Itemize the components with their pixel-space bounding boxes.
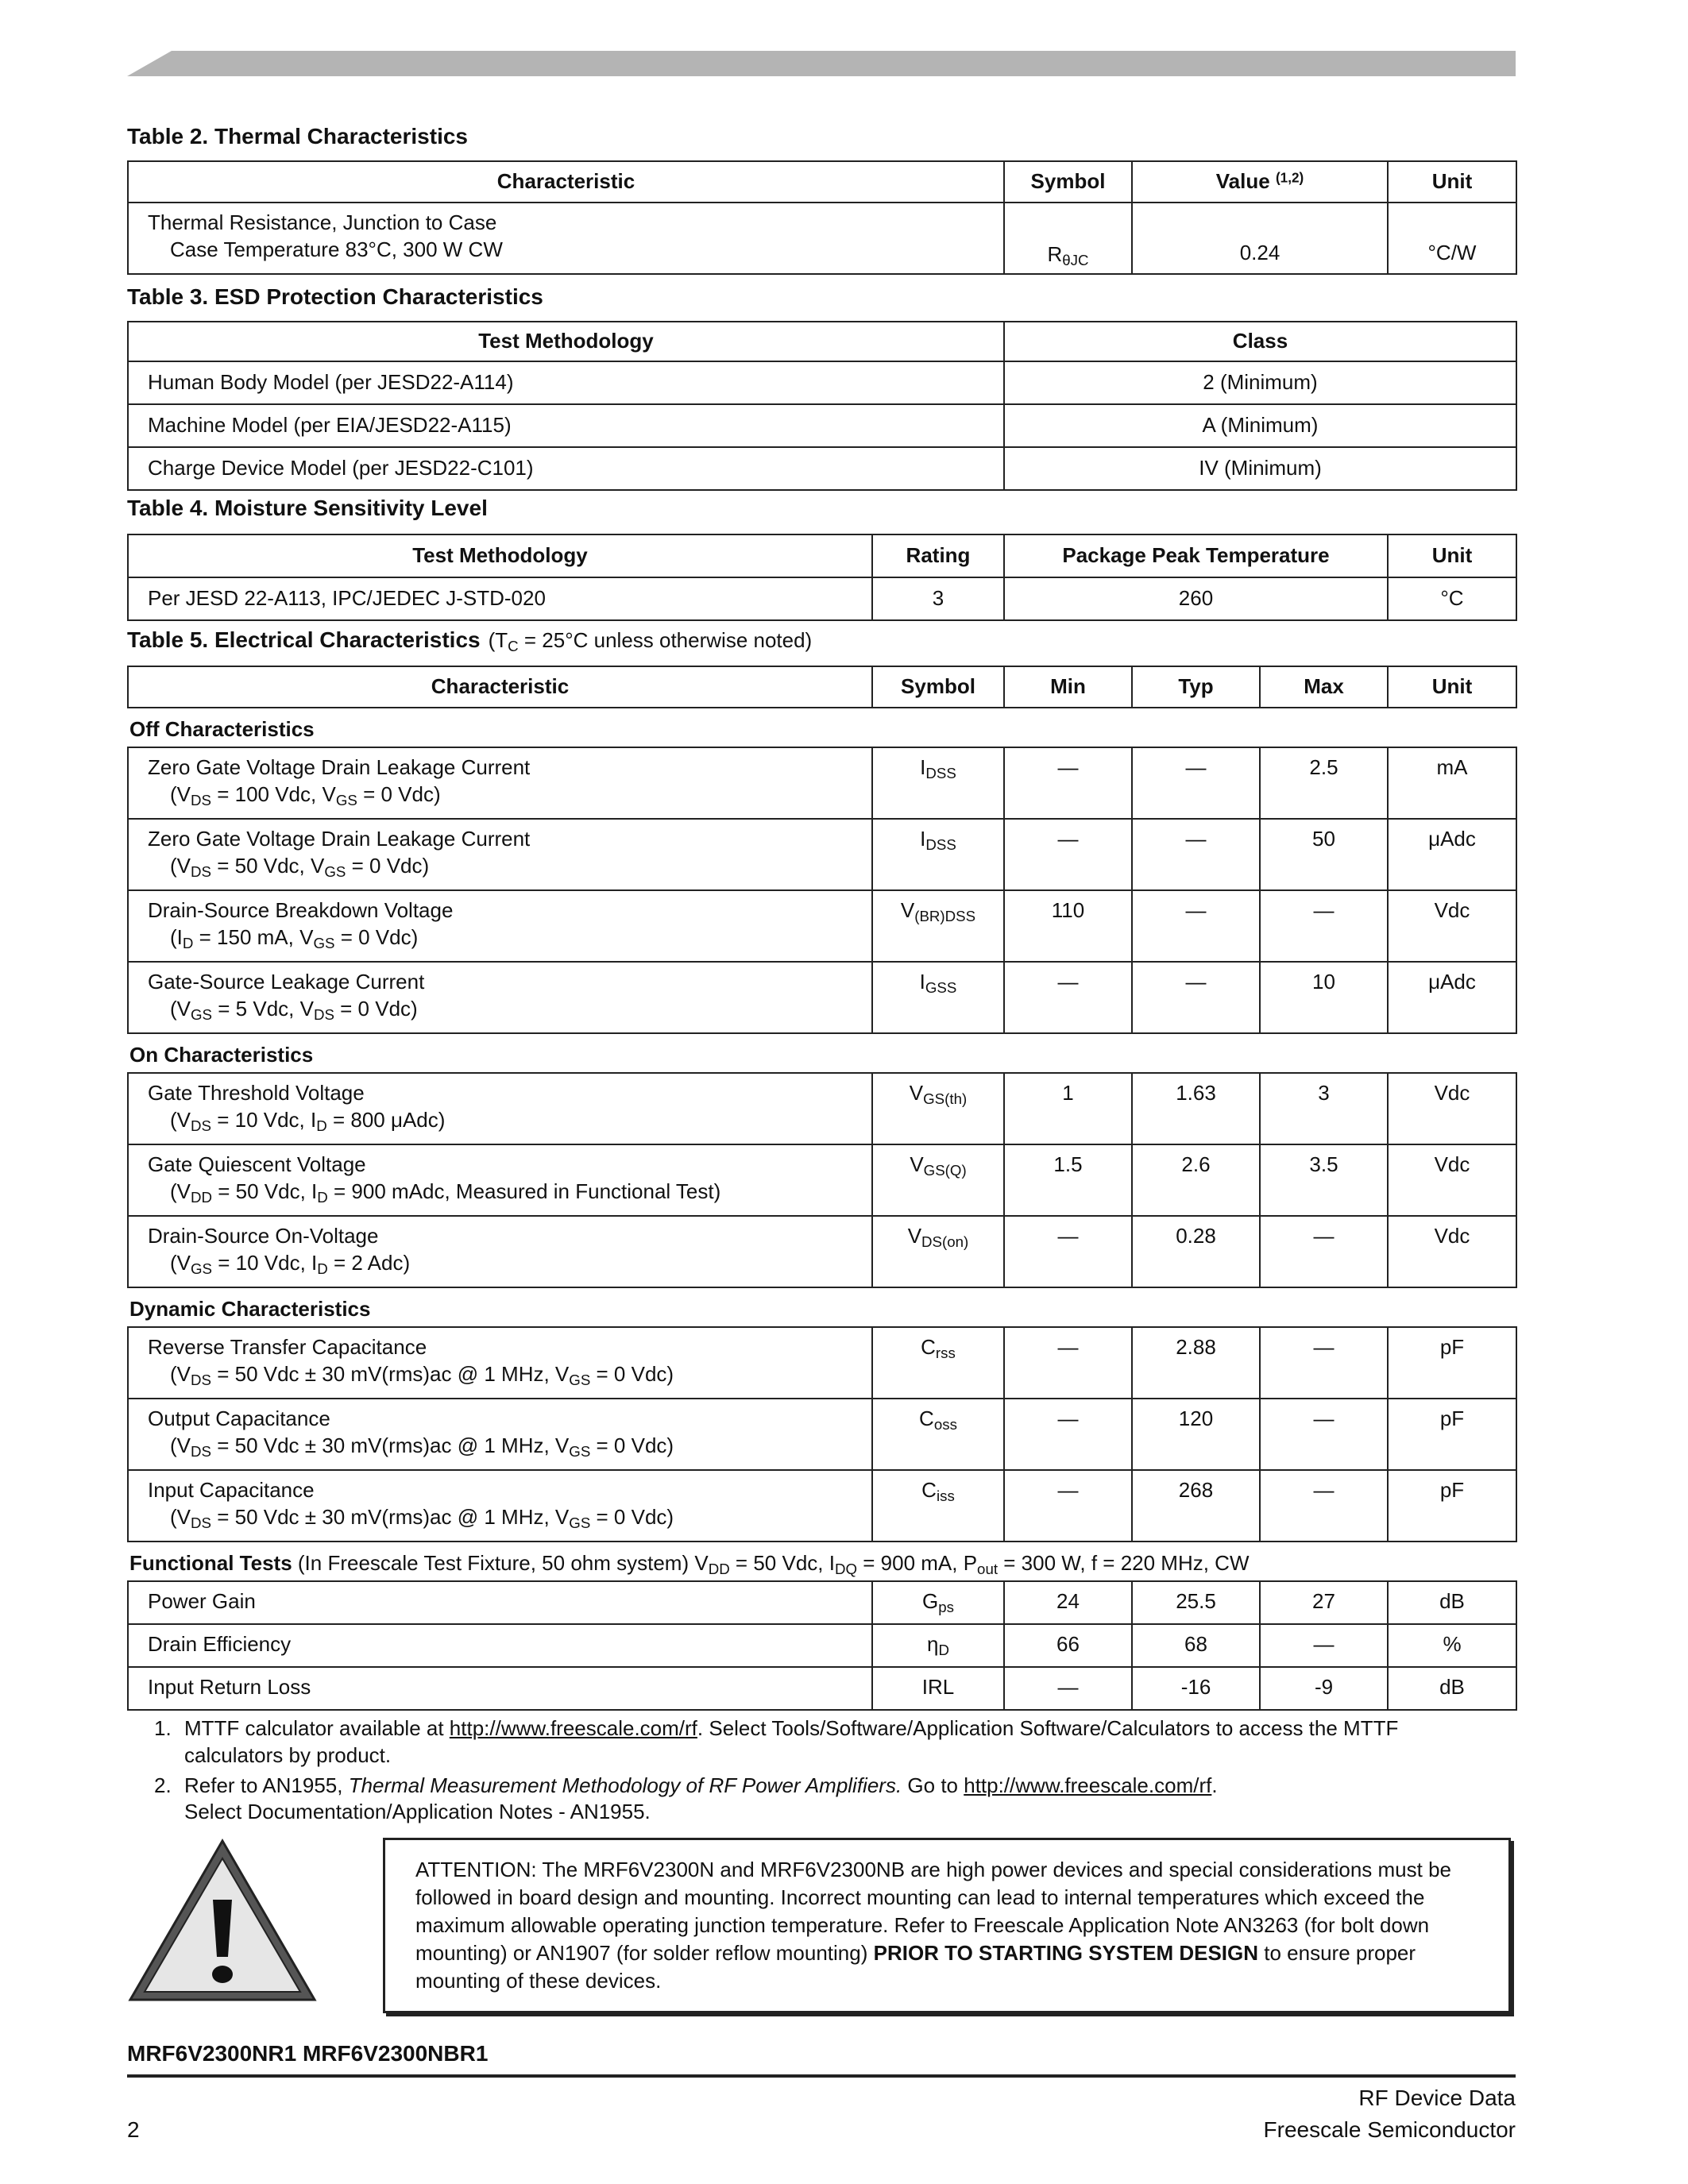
table2-row bbox=[128, 203, 1516, 274]
table5-header-symbol: Symbol bbox=[872, 666, 1004, 708]
footnotes bbox=[127, 1715, 1516, 1829]
table3-header-method: Test Methodology bbox=[128, 322, 1004, 361]
header-bar bbox=[127, 51, 1516, 76]
table4-header-rating: Rating bbox=[872, 534, 1004, 577]
table3-title: Table 3. ESD Protection Characteristics bbox=[127, 284, 543, 309]
table5-header-typ: Typ bbox=[1132, 666, 1260, 708]
footer-company: Freescale Semiconductor bbox=[1263, 2117, 1516, 2142]
header-bar-graphic bbox=[127, 51, 1516, 76]
attention-box: ATTENTION: The MRF6V2300N and MRF6V2300NB are high power devices and special considerations must be followed in board design and mounting. Incorrect mounting can lead to internal temperatures which exceed the maximum allowable operating junction temperature. Refer to Freescale Application Note AN3263 (for bolt down mounting) or AN1907 (for solder reflow mounting) PRIOR TO STARTING SYSTEM DESIGN to ensure proper mounting of these devices. bbox=[383, 1838, 1511, 2013]
table-row: Input Capacitance ($V_{DS} = 50$ Vdc ± 30 mV(rms)ac @ 1 MHz, $V_{GS} = 0$ Vdc) $C_{iss}$ — 268 — pF bbox=[128, 1470, 1516, 1542]
footnote-1: 1. MTTF calculator available at http://www.freescale.com/rf. Select Tools/Software/Application Software/Calculators to access the MTTF calculators by product. bbox=[154, 1716, 1399, 1767]
table-row: Gate-Source Leakage Current ($V_{GS} = 5$ Vdc, $V_{DS} = 0$ Vdc) $I_{GSS}$ — — 10 μAdc bbox=[128, 962, 1516, 1033]
table-row: Gate Quiescent Voltage ($V_{DD} = 50$ Vdc, $I_D = 900$ mAdc, Measured in Functional Test) $V_{GS(Q)}$ 1.5 2.6 3.5 Vdc bbox=[128, 1144, 1516, 1216]
table2-characteristic: Thermal Resistance, Junction to Case Case Temperature 83°C, 300 W CW bbox=[128, 203, 1004, 274]
table-row: Drain-Source Breakdown Voltage ($I_D = 150$ mA, $V_{GS} = 0$ Vdc) $V_{(BR)DSS}$ 110 — — Vdc bbox=[128, 890, 1516, 962]
table-row: Zero Gate Voltage Drain Leakage Current ($V_{DS} = 100$ Vdc, $V_{GS} = 0$ Vdc) $I_{DSS}$ — — 2.5 mA bbox=[128, 747, 1516, 819]
table5-header-characteristic: Characteristic bbox=[128, 666, 872, 708]
table2-header-symbol: Symbol bbox=[1004, 161, 1132, 203]
table5-header-row bbox=[128, 666, 1516, 708]
table3-row: Machine Model (per EIA/JESD22-A115) A (Minimum) bbox=[128, 404, 1516, 447]
table5-header-max: Max bbox=[1260, 666, 1388, 708]
table2-unit: °C/W bbox=[1388, 203, 1516, 274]
table-row: Drain-Source On-Voltage ($V_{GS} = 10$ Vdc, $I_D = 2$ Adc) $V_{DS(on)}$ — 0.28 — Vdc bbox=[128, 1216, 1516, 1287]
table4-header-temp: Package Peak Temperature bbox=[1004, 534, 1388, 577]
table3-header-class: Class bbox=[1004, 322, 1516, 361]
section-functional: Functional Tests (In Freescale Test Fixture, 50 ohm system) $V_{DD} = 50$ Vdc, $I_{DQ} = 900$ mA, $P_{out} = 300$ W, f = 220 MHz, CW bbox=[128, 1542, 1516, 1581]
part-number: MRF6V2300NR1 MRF6V2300NBR1 bbox=[127, 2041, 489, 2066]
table2-thermal bbox=[127, 160, 1517, 275]
table-row: Zero Gate Voltage Drain Leakage Current ($V_{DS} = 50$ Vdc, $V_{GS} = 0$ Vdc) $I_{DSS}$ — — 50 μAdc bbox=[128, 819, 1516, 890]
table2-header-value: Value $^{(1,2)}$ bbox=[1132, 161, 1388, 203]
table2-value: 0.24 bbox=[1132, 203, 1388, 274]
table5-electrical bbox=[127, 666, 1517, 1711]
footer-rule bbox=[127, 2074, 1516, 2078]
table-row: Power Gain $G_{ps}$ 24 25.5 27 dB bbox=[128, 1581, 1516, 1624]
table5-condition: ($T_C = 25^\circ C$ unless otherwise noted) bbox=[488, 628, 813, 655]
table-row: Reverse Transfer Capacitance ($V_{DS} = 50$ Vdc ± 30 mV(rms)ac @ 1 MHz, $V_{GS} = 0$ Vdc) $C_{rss}$ — 2.88 — pF bbox=[128, 1327, 1516, 1399]
freescale-rf-link[interactable]: http://www.freescale.com/rf bbox=[964, 1773, 1212, 1797]
section-dynamic: Dynamic Characteristics bbox=[128, 1287, 1516, 1327]
table5-header-unit: Unit bbox=[1388, 666, 1516, 708]
table-row: Input Return Loss IRL — -16 -9 dB bbox=[128, 1667, 1516, 1710]
table3-header-row bbox=[128, 322, 1516, 361]
table2-header-unit: Unit bbox=[1388, 161, 1516, 203]
table3-esd bbox=[127, 321, 1517, 491]
table-row: Output Capacitance ($V_{DS} = 50$ Vdc ± 30 mV(rms)ac @ 1 MHz, $V_{GS} = 0$ Vdc) $C_{oss}$ — 120 — pF bbox=[128, 1399, 1516, 1470]
table5-title: Table 5. Electrical Characteristics ($T_C = 25^\circ C$ unless otherwise noted) bbox=[127, 627, 813, 655]
table4-header-method: Test Methodology bbox=[128, 534, 872, 577]
table2-title: Table 2. Thermal Characteristics bbox=[127, 124, 468, 149]
table-row: Drain Efficiency $\eta_D$ 66 68 — % bbox=[128, 1624, 1516, 1667]
table4-header-row bbox=[128, 534, 1516, 577]
table-row: Gate Threshold Voltage ($V_{DS} = 10$ Vdc, $I_D = 800$ μAdc) $V_{GS(th)}$ 1 1.63 3 Vdc bbox=[128, 1073, 1516, 1144]
page-number: 2 bbox=[127, 2117, 140, 2142]
table2-header-row bbox=[128, 161, 1516, 203]
freescale-rf-link[interactable]: http://www.freescale.com/rf bbox=[449, 1716, 697, 1740]
table2-symbol: $R_{\theta JC}$ bbox=[1004, 203, 1132, 274]
footnote-2: 2. Refer to AN1955, Thermal Measurement Methodology of RF Power Amplifiers. Go to http://www.freescale.com/rf. Select Documentation/Application Notes - AN1955. bbox=[154, 1773, 1218, 1824]
table3-row: Human Body Model (per JESD22-A114) 2 (Minimum) bbox=[128, 361, 1516, 404]
table5-header-min: Min bbox=[1004, 666, 1132, 708]
datasheet-page bbox=[127, 0, 1516, 2184]
warning-triangle-icon bbox=[127, 1838, 318, 2005]
footer-rf-device-data: RF Device Data bbox=[1358, 2086, 1516, 2110]
table4-msl bbox=[127, 534, 1517, 621]
table2-header-characteristic: Characteristic bbox=[128, 161, 1004, 203]
table4-header-unit: Unit bbox=[1388, 534, 1516, 577]
table4-row: Per JESD 22-A113, IPC/JEDEC J-STD-020 3 260 °C bbox=[128, 577, 1516, 620]
table4-title: Table 4. Moisture Sensitivity Level bbox=[127, 496, 488, 520]
table3-row: Charge Device Model (per JESD22-C101) IV (Minimum) bbox=[128, 447, 1516, 490]
section-off: Off Characteristics bbox=[128, 708, 1516, 747]
section-on: On Characteristics bbox=[128, 1033, 1516, 1073]
